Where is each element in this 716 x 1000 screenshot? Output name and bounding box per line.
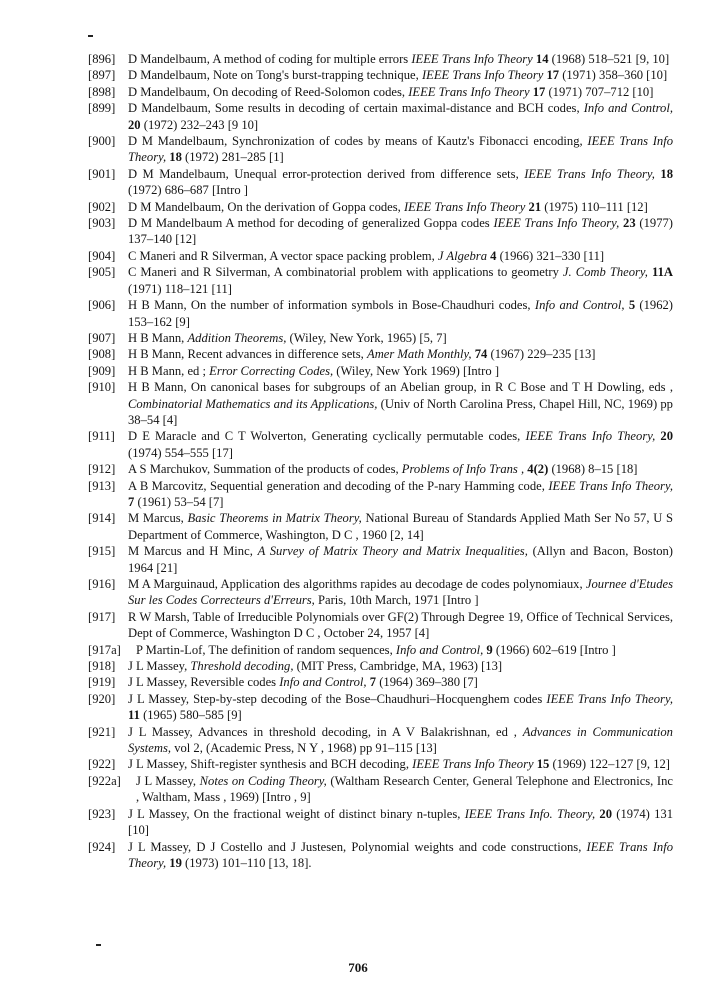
reference-entry [88, 806, 673, 839]
reference-title: On the fractional weight of distinct binary n-tuples, [193, 806, 461, 821]
reference-label: [910] [88, 380, 116, 395]
reference-text [128, 248, 673, 264]
reference-authors: D M Mandelbaum, [128, 166, 229, 181]
reference-label: [900] [88, 134, 116, 149]
reference-authors: M A Marguinaud, [128, 577, 218, 591]
reference-title: A vector space packing problem, [269, 248, 435, 263]
reference-volume: 7 [128, 494, 135, 509]
reference-text [128, 724, 673, 757]
reference-entry [88, 100, 673, 133]
reference-details: (Waltham Research Center, General Telephone and Electronics, Inc , Waltham, Mass , 1969) [Intro , 9] [136, 773, 673, 805]
reference-authors: M Marcus and H Minc, [128, 544, 253, 559]
reference-venue: Problems of Info Trans , [401, 462, 525, 477]
reference-label: [911] [88, 429, 115, 444]
reference-text [128, 330, 673, 346]
reference-entry [88, 51, 673, 67]
reference-entry [88, 215, 673, 248]
reference-text [128, 478, 673, 511]
reference-entry [88, 642, 673, 658]
reference-title: Step-by-step decoding of the Bose–Chaudhuri–Hocquenghem codes [193, 691, 543, 706]
reference-text [128, 346, 673, 362]
reference-label: [904] [88, 248, 116, 263]
reference-label: [901] [88, 166, 116, 181]
reference-text [128, 428, 673, 461]
reference-entry [88, 461, 673, 477]
reference-venue: IEEE Trans Info Theory [421, 68, 544, 83]
reference-authors: P Martin-Lof, [136, 642, 206, 657]
reference-details: (1964) 369–380 [7] [379, 675, 478, 690]
reference-entry [88, 658, 673, 674]
reference-venue: Info and Control, [395, 642, 484, 657]
reference-label: [908] [88, 347, 116, 362]
reference-details: (1961) 53–54 [7] [137, 494, 224, 509]
reference-venue: Basic Theorems in Matrix Theory, [187, 511, 362, 526]
reference-title: Synchronization of codes by means of Kautz's Fibonacci encoding, [231, 134, 583, 149]
reference-label: [912] [88, 462, 116, 477]
reference-authors: H B Mann, ed ; [128, 363, 207, 378]
reference-authors: H B Mann, [128, 380, 187, 395]
reference-venue: Journee d'Etudes Sur les Codes Correcteurs d'Erreurs, [128, 577, 673, 608]
reference-volume: 20 [599, 806, 612, 821]
reference-details: (1972) 232–243 [9 10] [143, 117, 259, 132]
reference-entry [88, 199, 673, 215]
reference-text [128, 510, 673, 543]
reference-authors: J L Massey, [128, 724, 193, 739]
reference-authors: D Mandelbaum, [128, 52, 210, 66]
reference-venue: Info and Control, [583, 101, 673, 116]
reference-venue: A Survey of Matrix Theory and Matrix Inequalities, [257, 544, 528, 559]
reference-entry [88, 363, 673, 379]
reference-label: [920] [88, 691, 116, 706]
reference-text [128, 461, 673, 477]
reference-label: [897] [88, 68, 116, 83]
reference-entry [88, 839, 673, 872]
reference-label: [918] [88, 659, 116, 674]
reference-venue: IEEE Trans Info Theory [412, 757, 534, 772]
reference-venue: IEEE Trans Info Theory, [128, 839, 674, 870]
reference-label: [907] [88, 330, 116, 345]
reference-label: [905] [88, 265, 116, 280]
reference-entry [88, 510, 673, 543]
reference-label: [919] [88, 675, 116, 690]
reference-volume: 17 [532, 84, 546, 99]
reference-authors: D M Mandelbaum, [128, 134, 228, 149]
reference-text [128, 543, 673, 576]
reference-venue: IEEE Trans Info Theory [411, 52, 533, 66]
reference-authors: A B Marcovitz, [128, 478, 207, 493]
reference-details: (1967) 229–235 [13] [490, 347, 596, 362]
reference-details: (1969) 122–127 [9, 12] [552, 757, 670, 772]
reference-details: (1962) 153–162 [9] [128, 298, 673, 329]
reference-entry [88, 724, 673, 757]
reference-authors: C Maneri and R Silverman, [128, 265, 271, 280]
reference-venue: IEEE Trans Info Theory, [525, 429, 656, 444]
reference-volume: 11 [128, 708, 140, 723]
reference-title: Advances in threshold decoding, in A V Balakrishnan, ed , [197, 724, 517, 739]
reference-entry [88, 609, 673, 642]
reference-volume: 14 [535, 52, 549, 66]
reference-text [128, 609, 673, 642]
reference-venue: IEEE Trans Info Theory [408, 84, 530, 99]
reference-entry [88, 576, 673, 609]
reference-details: (1968) 8–15 [18] [551, 462, 638, 477]
reference-label: [916] [88, 577, 116, 591]
reference-text [128, 839, 673, 872]
reference-entry [88, 379, 673, 428]
reference-authors: M Marcus, [128, 511, 184, 526]
reference-venue: Threshold decoding, [190, 659, 294, 674]
reference-details: (1965) 580–585 [9] [143, 708, 242, 723]
reference-authors: D M Mandelbaum [128, 216, 223, 231]
reference-details: (1972) 686–687 [Intro ] [128, 183, 248, 198]
reference-authors: J L Massey, [128, 675, 188, 690]
reference-text [128, 297, 673, 330]
reference-entry [88, 674, 673, 690]
reference-details: (Wiley, New York 1969) [Intro ] [336, 363, 500, 378]
reference-text [128, 379, 673, 428]
reference-details: (1975) 110–111 [12] [544, 199, 648, 214]
reference-volume: 19 [169, 855, 182, 870]
reference-text [128, 658, 673, 674]
reference-venue: IEEE Trans Info Theory, [546, 691, 673, 706]
reference-title: On the derivation of Goppa codes, [227, 199, 401, 214]
reference-venue: J Algebra [437, 248, 487, 263]
reference-entry [88, 543, 673, 576]
reference-details: National Bureau of Standards Applied Math Ser No 57, U S Department of Commerce, Washington, D C , 1960 [2, 14] [128, 511, 674, 542]
reference-volume: 4 [490, 248, 497, 263]
reference-text [128, 806, 673, 839]
reference-text [128, 166, 673, 199]
reference-label: [896] [88, 52, 116, 66]
reference-details: (1971) 118–121 [11] [128, 281, 232, 296]
reference-volume: 11A [652, 265, 673, 280]
reference-details: (1974) 131 [10] [128, 806, 674, 838]
reference-volume: 17 [546, 68, 560, 83]
reference-details: (Allyn and Bacon, Boston) 1964 [21] [128, 544, 673, 575]
reference-entry [88, 84, 673, 100]
reference-text [128, 51, 673, 67]
reference-details: vol 2, (Academic Press, N Y , 1968) pp 91–115 [13] [174, 741, 437, 756]
reference-details: (1974) 554–555 [17] [128, 445, 233, 460]
reference-text [128, 199, 673, 215]
reference-authors: D Mandelbaum, [128, 84, 210, 99]
reference-details: (1973) 101–110 [13, 18]. [185, 855, 312, 870]
reference-volume: 15 [536, 757, 550, 772]
reference-entry [88, 428, 673, 461]
reference-venue: IEEE Trans Info. Theory, [464, 806, 596, 821]
reference-label: [915] [88, 544, 116, 559]
reference-entry [88, 691, 673, 724]
scan-mark-top [88, 35, 93, 37]
reference-title: On the number of information symbols in Bose-Chaudhuri codes, [190, 298, 531, 313]
page-number: 706 [348, 960, 368, 975]
reference-authors: A S Marchukov, [128, 462, 211, 477]
reference-details: (1966) 602–619 [Intro ] [495, 642, 616, 657]
reference-entry [88, 248, 673, 264]
reference-venue: Notes on Coding Theory, [199, 773, 327, 788]
reference-details: (1977) 137–140 [12] [128, 216, 673, 247]
reference-volume: 20 [660, 429, 673, 444]
reference-text [128, 264, 673, 297]
scan-mark-bottom [96, 944, 101, 946]
reference-title: Unequal error-protection derived from difference sets, [234, 166, 519, 181]
reference-venue: IEEE Trans Info Theory [403, 199, 526, 214]
reference-authors: J L Massey, [128, 806, 190, 821]
reference-label: [917a] [88, 642, 121, 657]
reference-venue: Info and Control, [279, 675, 367, 690]
reference-title: Polynomial weights and code constructions, [351, 839, 582, 854]
reference-text [128, 84, 673, 100]
reference-entry [88, 297, 673, 330]
reference-venue: Combinatorial Mathematics and its Applications, [128, 396, 378, 411]
reference-label: [917] [88, 609, 116, 624]
reference-title: Sequential generation and decoding of the P-nary Hamming code, [210, 478, 545, 493]
reference-volume: 18 [660, 166, 673, 181]
reference-text [128, 100, 673, 133]
reference-list [88, 51, 673, 871]
reference-label: [923] [88, 806, 116, 821]
reference-title: Summation of the products of codes, [213, 462, 399, 477]
reference-volume: 9 [486, 642, 493, 657]
reference-title: Recent advances in difference sets, [187, 347, 364, 362]
reference-venue: Advances in Communication Systems, [128, 724, 673, 756]
reference-label: [924] [88, 839, 116, 854]
reference-volume: 21 [528, 199, 542, 214]
reference-title: Application des algorithms rapides au decodage de codes polynomiaux, [220, 577, 583, 591]
reference-venue: J. Comb Theory, [562, 265, 648, 280]
reference-label: [898] [88, 84, 116, 99]
reference-authors: H B Mann, [128, 330, 185, 345]
reference-entry [88, 67, 673, 83]
reference-title: Reversible codes [190, 675, 277, 690]
reference-venue: Addition Theorems, [187, 330, 287, 345]
reference-title: A combinatorial problem with applications to geometry [273, 265, 559, 280]
reference-details: Table of Irreducible Polynomials over GF(2) Through Degree 19, Office of Technical Services, Dept of Commerce, Washington D C , October 24, 1957 [4] [128, 609, 673, 641]
reference-text [136, 642, 673, 658]
reference-authors: D M Mandelbaum, [128, 199, 225, 214]
reference-entry [88, 346, 673, 362]
reference-text [128, 133, 673, 166]
reference-title: A method of coding for multiple errors [212, 52, 409, 66]
reference-authors: D E Maracle and C T Wolverton, [128, 429, 307, 444]
reference-title: Note on Tong's burst-trapping technique, [213, 68, 419, 83]
reference-authors: H B Mann, [128, 298, 187, 313]
reference-label: [914] [88, 511, 116, 526]
reference-title: On decoding of Reed-Solomon codes, [213, 84, 406, 99]
reference-volume: 23 [623, 216, 636, 231]
reference-title: Generating cyclically permutable codes, [311, 429, 521, 444]
reference-venue: IEEE Trans Info Theory, [524, 166, 655, 181]
reference-details: Paris, 10th March, 1971 [Intro ] [317, 593, 479, 608]
reference-volume: 7 [369, 675, 377, 690]
reference-text [128, 215, 673, 248]
reference-label: [921] [88, 724, 116, 739]
reference-label: [922] [88, 757, 116, 772]
reference-volume: 4(2) [527, 462, 549, 477]
reference-text [128, 576, 673, 609]
reference-volume: 18 [169, 150, 182, 165]
reference-label: [913] [88, 478, 116, 493]
reference-label: [906] [88, 298, 116, 313]
reference-authors: J L Massey, [128, 659, 188, 674]
reference-label: [922a] [88, 773, 121, 788]
reference-entry [88, 264, 673, 297]
reference-authors: H B Mann, [128, 347, 185, 362]
reference-label: [903] [88, 216, 116, 231]
reference-details: (1971) 358–360 [10] [562, 68, 668, 83]
reference-venue: Amer Math Monthly, [367, 347, 472, 362]
reference-details: (1971) 707–712 [10] [548, 84, 654, 99]
reference-entry [88, 478, 673, 511]
reference-details: (1966) 321–330 [11] [499, 248, 605, 263]
reference-entry [88, 166, 673, 199]
reference-authors: R W Marsh, [128, 609, 190, 624]
reference-entry [88, 773, 673, 806]
reference-authors: C Maneri and R Silverman, [128, 248, 267, 263]
reference-entry [88, 756, 673, 772]
reference-authors: D Mandelbaum, [128, 68, 210, 83]
reference-title: Shift-register synthesis and BCH decoding, [190, 757, 410, 772]
reference-entry [88, 330, 673, 346]
reference-venue: IEEE Trans Info Theory, [548, 478, 674, 493]
reference-details: (MIT Press, Cambridge, MA, 1963) [13] [296, 659, 503, 674]
reference-title: The definition of random sequences, [208, 642, 393, 657]
reference-text [128, 363, 673, 379]
reference-venue: Error Correcting Codes, [209, 363, 334, 378]
reference-volume: 20 [128, 117, 141, 132]
reference-authors: D Mandelbaum, [128, 101, 211, 116]
reference-title: On canonical bases for subgroups of an Abelian group, in R C Bose and T H Dowling, eds , [190, 380, 674, 395]
reference-entry [88, 133, 673, 166]
reference-authors: J L Massey, [136, 773, 197, 788]
reference-title: A method for decoding of generalized Goppa codes [225, 216, 490, 231]
reference-volume: 5 [628, 298, 636, 313]
reference-label: [909] [88, 363, 116, 378]
reference-text [128, 674, 673, 690]
reference-text [128, 691, 673, 724]
reference-venue: Info and Control, [534, 298, 625, 313]
reference-details: (Univ of North Carolina Press, Chapel Hill, NC, 1969) pp 38–54 [4] [128, 396, 673, 427]
reference-details: (1968) 518–521 [9, 10] [551, 52, 670, 66]
reference-text [128, 756, 673, 772]
reference-details: (1972) 281–285 [1] [185, 150, 284, 165]
reference-authors: J L Massey, [128, 757, 188, 772]
reference-authors: J L Massey, D J Costello and J Justesen, [128, 839, 347, 854]
reference-volume: 74 [474, 347, 488, 362]
reference-venue: IEEE Trans Info Theory, [128, 134, 674, 165]
reference-title: Some results in decoding of certain maximal-distance and BCH codes, [214, 101, 580, 116]
reference-authors: J L Massey, [128, 691, 190, 706]
reference-label: [902] [88, 199, 116, 214]
reference-details: (Wiley, New York, 1965) [5, 7] [289, 330, 447, 345]
reference-text [128, 67, 673, 83]
reference-venue: IEEE Trans Info Theory, [493, 216, 620, 231]
reference-label: [899] [88, 101, 116, 116]
reference-text [136, 773, 673, 806]
